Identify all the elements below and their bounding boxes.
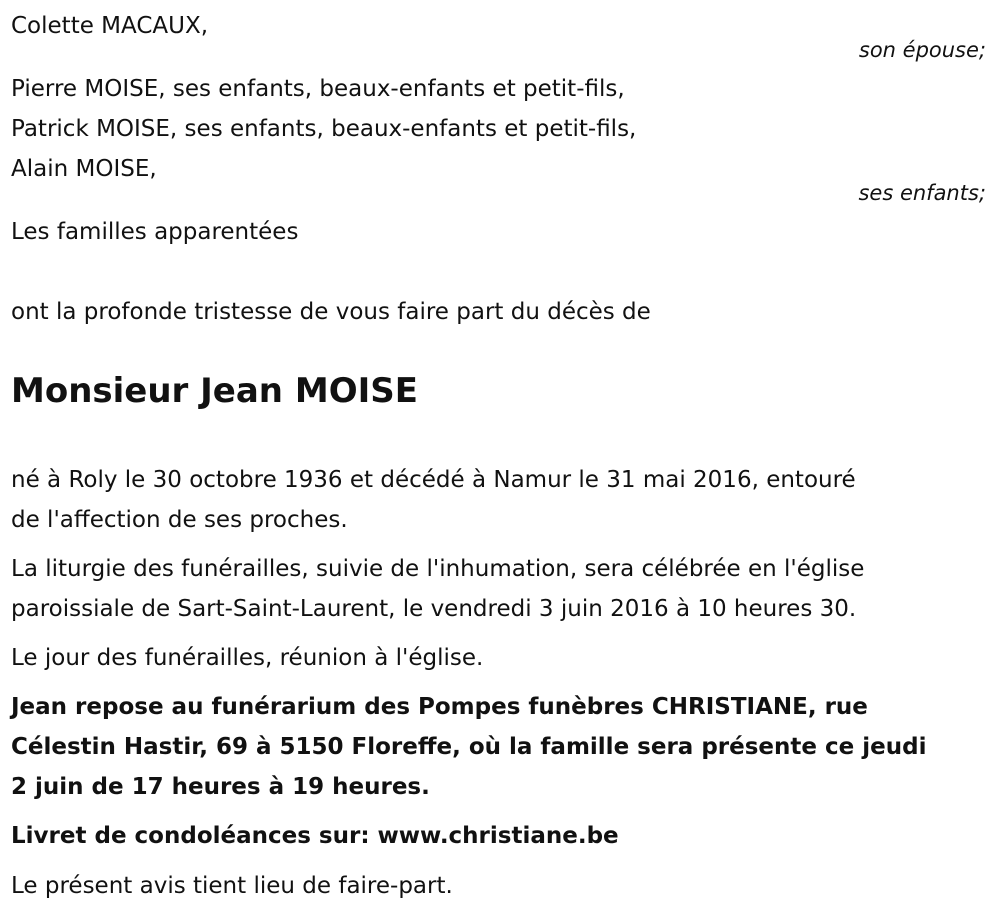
funeral-home-line-1: Jean repose au funérarium des Pompes funèbres CHRISTIANE, rue bbox=[11, 694, 868, 720]
child-alain: Alain MOISE, bbox=[11, 156, 157, 182]
birth-death-line-1: né à Roly le 30 octobre 1936 et décédé à Namur le 31 mai 2016, entouré bbox=[11, 467, 856, 493]
wife-name: Colette MACAUX, bbox=[11, 13, 209, 39]
condolences-link[interactable]: Livret de condoléances sur: www.christiane.be bbox=[11, 823, 619, 849]
children-role: ses enfants; bbox=[858, 181, 986, 205]
birth-death-line-2: de l'affection de ses proches. bbox=[11, 507, 348, 533]
funeral-home-line-2: Célestin Hastir, 69 à 5150 Floreffe, où la famille sera présente ce jeudi bbox=[11, 734, 927, 760]
relatives: Les familles apparentées bbox=[11, 219, 299, 245]
child-patrick: Patrick MOISE, ses enfants, beaux-enfants et petit-fils, bbox=[11, 116, 637, 142]
liturgy-line-1: La liturgie des funérailles, suivie de l'inhumation, sera célébrée en l'église bbox=[11, 556, 865, 582]
meeting: Le jour des funérailles, réunion à l'église. bbox=[11, 645, 484, 671]
notice: Le présent avis tient lieu de faire-part. bbox=[11, 873, 453, 899]
deceased-name: Monsieur Jean MOISE bbox=[11, 371, 418, 411]
announcement: ont la profonde tristesse de vous faire part du décès de bbox=[11, 299, 651, 325]
liturgy-line-2: paroissiale de Sart-Saint-Laurent, le vendredi 3 juin 2016 à 10 heures 30. bbox=[11, 596, 857, 622]
wife-role: son épouse; bbox=[858, 38, 986, 62]
child-pierre: Pierre MOISE, ses enfants, beaux-enfants et petit-fils, bbox=[11, 76, 625, 102]
funeral-home-line-3: 2 juin de 17 heures à 19 heures. bbox=[11, 774, 430, 800]
